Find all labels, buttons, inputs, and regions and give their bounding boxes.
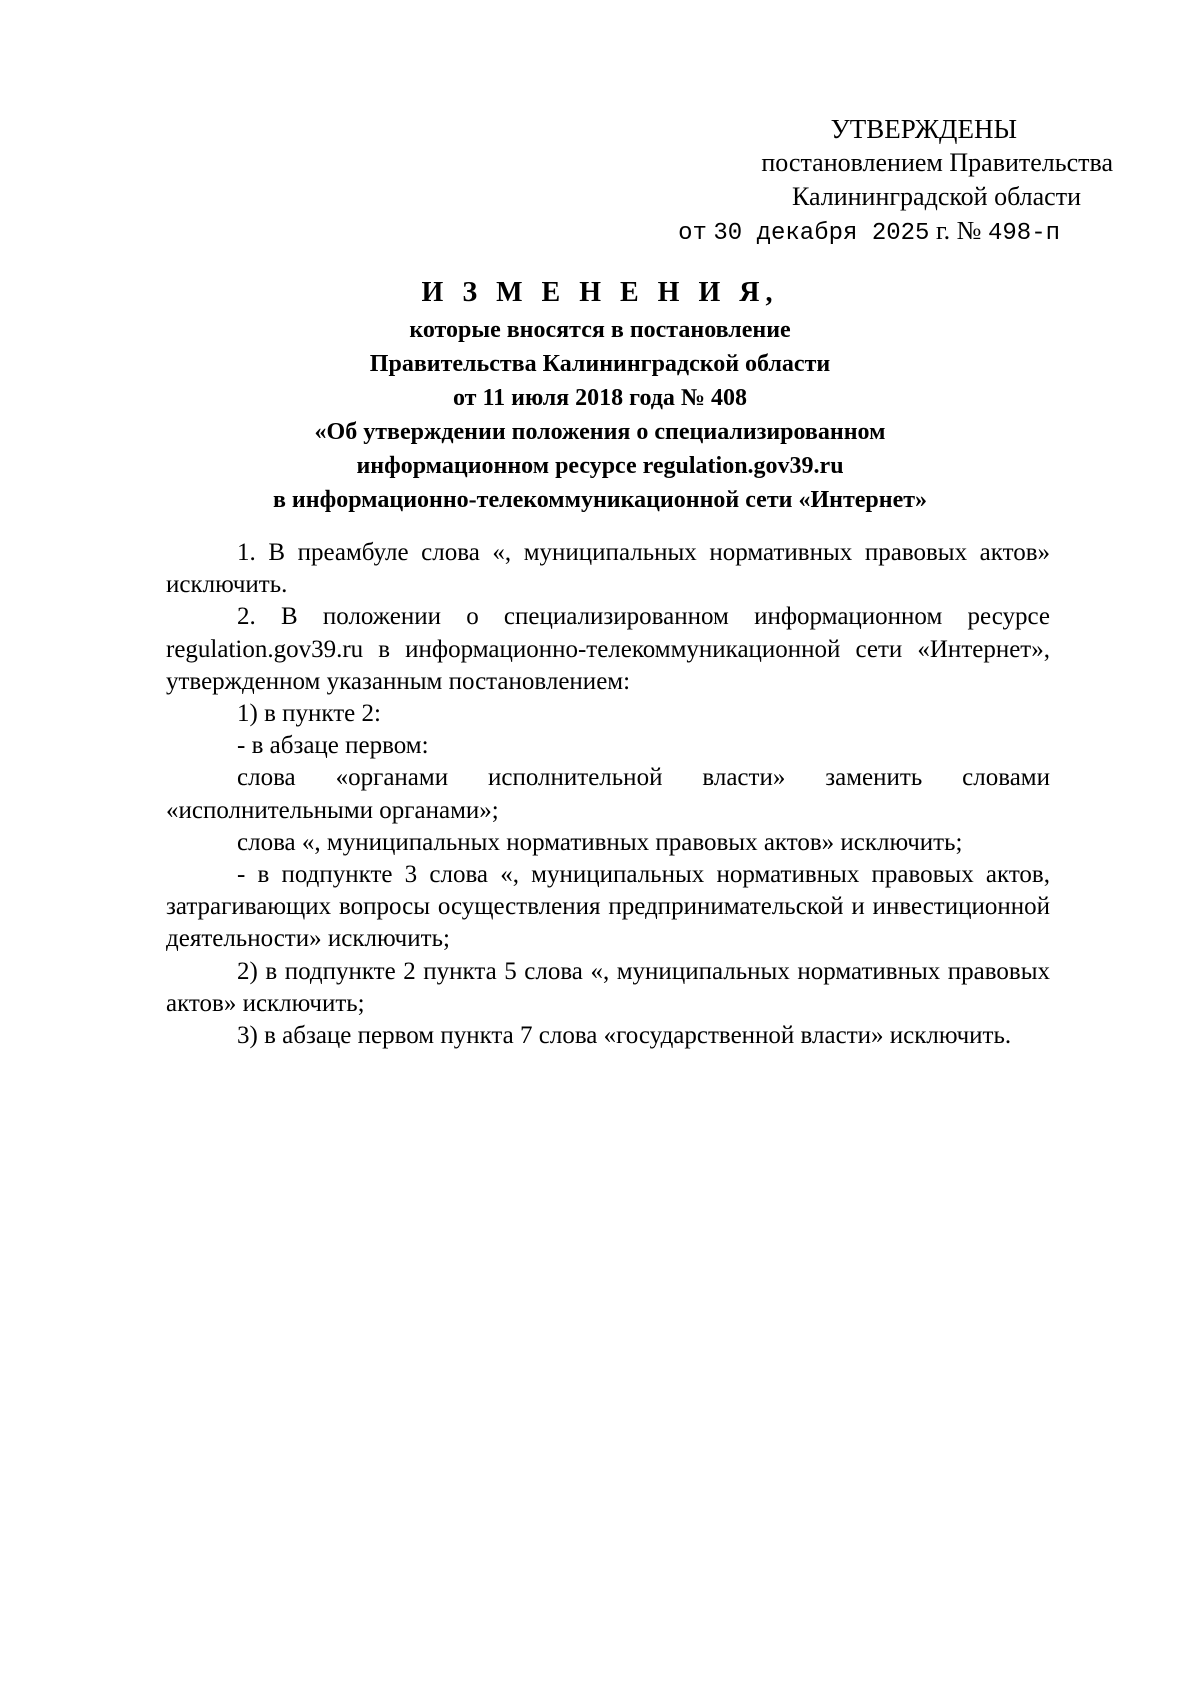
document-body xyxy=(166,537,1050,1052)
body-paragraph: 2) в подпункте 2 пункта 5 слова «, муниципальных нормативных правовых актов» исключить; xyxy=(166,957,1050,1017)
body-paragraph: 1) в пункте 2: xyxy=(237,700,381,728)
heading-title: И З М Е Н Е Н И Я, xyxy=(421,277,779,308)
approval-date-value: 30 декабря 2025 xyxy=(713,220,930,247)
heading-line-2: Правительства Калининградской области xyxy=(369,351,831,377)
approval-number-value: 498-п xyxy=(987,220,1060,247)
body-paragraph: - в подпункте 3 слова «, муниципальных нормативных правовых актов, затрагивающих вопросы осуществления предпринимательской и инвестиционной деятельности» исключить; xyxy=(166,861,1050,953)
heading-line-5: информационном ресурсе regulation.gov39.ru xyxy=(356,453,844,479)
body-paragraph: - в абзаце первом: xyxy=(237,732,429,760)
approval-line-2: Калининградской области xyxy=(791,182,1081,211)
approval-title: УТВЕРЖДЕНЫ xyxy=(830,114,1017,144)
body-paragraph: слова «, муниципальных нормативных правовых актов» исключить; xyxy=(237,828,963,856)
heading-line-4: «Об утверждении положения о специализированном xyxy=(314,419,886,445)
heading-line-3: от 11 июля 2018 года № 408 xyxy=(452,385,748,411)
heading-line-6: в информационно-телекоммуникационной сети «Интернет» xyxy=(272,487,928,513)
document-heading xyxy=(150,273,1050,517)
approval-date-mid: г. № xyxy=(935,216,982,245)
heading-line-1: которые вносятся в постановление xyxy=(409,317,791,343)
approval-date-prefix: от xyxy=(678,220,707,247)
body-paragraph: слова «органами исполнительной власти» заменить словами «исполнительными органами»; xyxy=(166,764,1050,824)
approval-date-line xyxy=(633,214,1113,251)
body-paragraph: 2. В положении о специализированном информационном ресурсе regulation.gov39.ru в информационно-телекоммуникационной сети «Интернет», утвержденном указанным постановлением: xyxy=(166,603,1050,695)
approval-line-1: постановлением Правительства xyxy=(761,148,1113,177)
body-paragraph: 3) в абзаце первом пункта 7 слова «государственной власти» исключить. xyxy=(237,1022,1012,1050)
body-paragraph: 1. В преамбуле слова «, муниципальных нормативных правовых актов» исключить. xyxy=(166,539,1050,599)
approval-stamp xyxy=(633,112,1113,251)
